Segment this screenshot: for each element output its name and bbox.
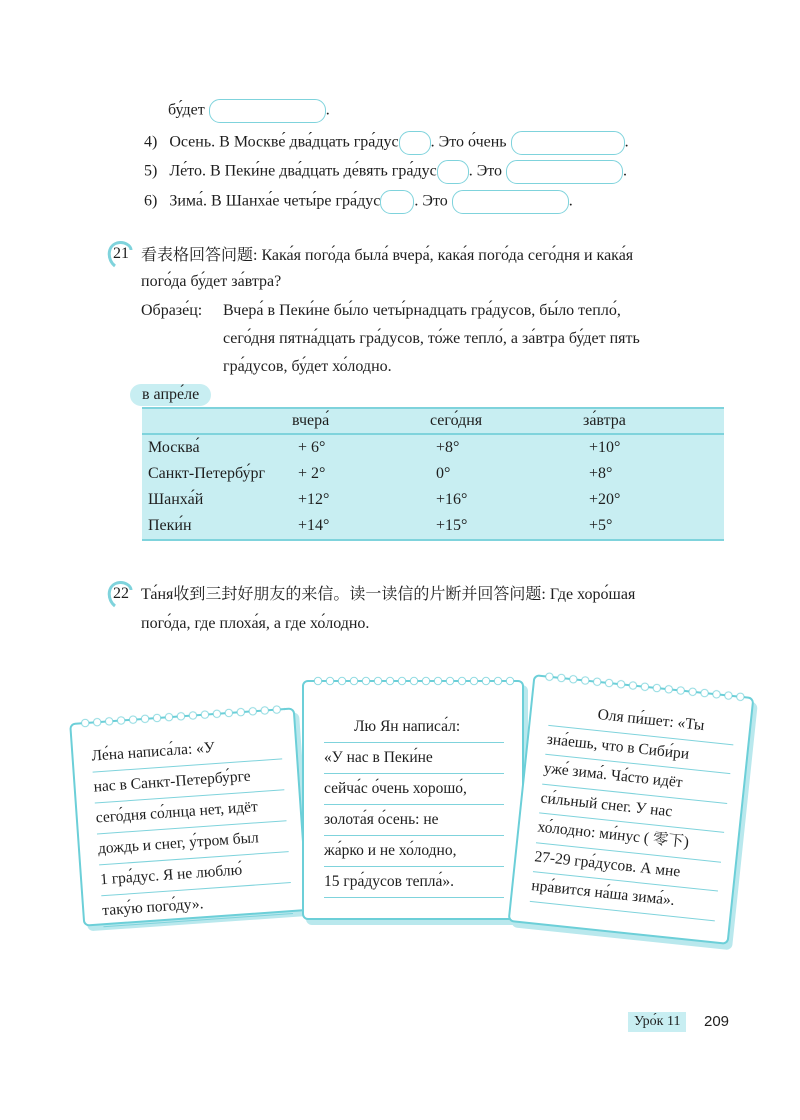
temp-cell: +14°	[292, 513, 430, 540]
answer-blank[interactable]	[380, 190, 414, 214]
temp-cell: +5°	[583, 513, 724, 540]
weather-table	[142, 407, 724, 541]
answer-blank[interactable]	[209, 99, 326, 123]
letter-line: 15 гра́дусов тепла́».	[324, 867, 504, 898]
temp-cell: +20°	[583, 487, 724, 513]
item-text: . Это о́чень	[430, 133, 507, 151]
month-label: в апре́ле	[130, 384, 211, 406]
page-number: 209	[704, 1013, 730, 1030]
spiral-binding	[312, 674, 514, 688]
letter-card-liu-yan	[302, 680, 524, 920]
sample-line: гра́дусов, бу́дет хо́лодно.	[223, 358, 392, 375]
table-header-row	[142, 408, 724, 434]
item-text: . Это	[468, 162, 503, 180]
temp-cell: +16°	[430, 487, 583, 513]
city-cell: Москва́	[142, 434, 292, 461]
temp-cell: +12°	[292, 487, 430, 513]
letter-line: сего́дня со́лнца нет, идёт	[95, 790, 287, 834]
item-text: . Это	[414, 192, 448, 210]
letter-line: дождь и снег, у́тром был	[97, 821, 289, 865]
item-text: Зима́. В Шанха́е четы́ре гра́дус	[169, 192, 381, 210]
exercise-21-task	[141, 246, 633, 292]
item-3-text: бу́дет	[168, 101, 205, 119]
letter-line: нас в Санкт-Петербу́рге	[93, 759, 285, 803]
city-cell: Санкт-Петербу́рг	[142, 461, 292, 487]
item-number: 6)	[144, 192, 158, 210]
letter-text	[530, 696, 737, 921]
letter-text	[91, 728, 294, 927]
table-row	[142, 461, 724, 487]
sample-text	[223, 301, 640, 377]
exercise-21-badge	[105, 240, 139, 268]
letter-text	[324, 712, 504, 898]
temp-cell: +10°	[583, 434, 724, 461]
sample-label: Образе́ц:	[141, 302, 203, 319]
answer-blank[interactable]	[437, 160, 469, 184]
letter-line: Оля пи́шет: «Ты	[548, 696, 736, 745]
letter-line: Ле́на написа́ла: «У	[91, 728, 283, 772]
temp-cell: + 2°	[292, 461, 430, 487]
temp-cell: +8°	[430, 434, 583, 461]
task-line: Та́ня收到三封好朋友的来信。读一读信的片断并回答问题: Где хоро́шая	[141, 586, 636, 603]
item-5: 5) Ле́то. В Пеки́не два́дцать де́вять гра́дус . Это .	[144, 160, 627, 184]
sample-line: Вчера́ в Пеки́не бы́ло четы́рнадцать гра́дусов, бы́ло тепло́,	[223, 302, 621, 319]
item-4: 4) Осень. В Москве́ два́дцать гра́дус . Это о́чень .	[144, 131, 629, 155]
letter-card-lena	[69, 707, 309, 926]
table-row	[142, 487, 724, 513]
item-6: 6) Зима́. В Шанха́е четы́ре гра́дус . Это .	[144, 190, 573, 214]
temp-cell: +15°	[430, 513, 583, 540]
exercise-number: 21	[113, 245, 129, 262]
task-line: пого́да бу́дет за́втра?	[141, 273, 282, 290]
letter-line: 1 гра́дус. Я не люблю́	[99, 852, 291, 896]
letter-line: уже́ зима́. Ча́сто идёт	[542, 755, 730, 804]
item-number: 4)	[144, 133, 158, 151]
temp-cell: +8°	[583, 461, 724, 487]
letter-line: си́льный снег. У нас	[539, 784, 727, 833]
letter-line: золота́я о́сень: не	[324, 805, 504, 836]
spiral-binding	[79, 702, 285, 730]
table-row	[142, 513, 724, 540]
task-line: пого́да, где плоха́я, а где хо́лодно.	[141, 615, 370, 632]
column-header: за́втра	[583, 408, 724, 434]
letter-line: жа́рко и не хо́лодно,	[324, 836, 504, 867]
letter-line: «У нас в Пеки́не	[324, 743, 504, 774]
exercise-number: 22	[113, 585, 129, 602]
item-number: 5)	[144, 162, 158, 180]
letter-line: нра́вится на́ша зима́».	[530, 872, 718, 921]
letter-line: хо́лодно: ми́нус ( 零下)	[536, 813, 724, 862]
sample-line: сего́дня пятна́дцать гра́дусов, то́же тепло́, а за́втра бу́дет пять	[223, 330, 640, 347]
temp-cell: 0°	[430, 461, 583, 487]
answer-blank[interactable]	[452, 190, 569, 214]
item-text: Ле́то. В Пеки́не два́дцать де́вять гра́дус	[169, 162, 437, 180]
answer-blank[interactable]	[506, 160, 623, 184]
letter-line: 27-29 гра́дусов. А мне	[533, 843, 721, 892]
answer-blank[interactable]	[399, 131, 431, 155]
exercise-22-badge	[105, 580, 139, 608]
column-header: сего́дня	[430, 408, 583, 434]
letter-card-olya	[508, 674, 755, 945]
temp-cell: + 6°	[292, 434, 430, 461]
task-line: 看表格回答问题: Кака́я пого́да была́ вчера́, кака́я пого́да сего́дня и кака́я	[141, 247, 634, 264]
table-row	[142, 434, 724, 461]
column-header	[142, 408, 292, 434]
city-cell: Пеки́н	[142, 513, 292, 540]
letter-line: таку́ю пого́ду».	[101, 883, 293, 927]
column-header: вчера́	[292, 408, 430, 434]
item-3-tail: бу́дет .	[168, 99, 330, 123]
answer-blank[interactable]	[511, 131, 625, 155]
letter-line: сейча́с о́чень хорошо́,	[324, 774, 504, 805]
letter-line: Лю Ян написа́л:	[324, 712, 504, 743]
city-cell: Шанха́й	[142, 487, 292, 513]
exercise-22-task	[141, 585, 635, 634]
lesson-label: Уро́к 11	[628, 1012, 686, 1032]
letter-line: зна́ешь, что в Сиби́ри	[545, 725, 733, 774]
item-text: Осень. В Москве́ два́дцать гра́дус	[169, 133, 399, 151]
